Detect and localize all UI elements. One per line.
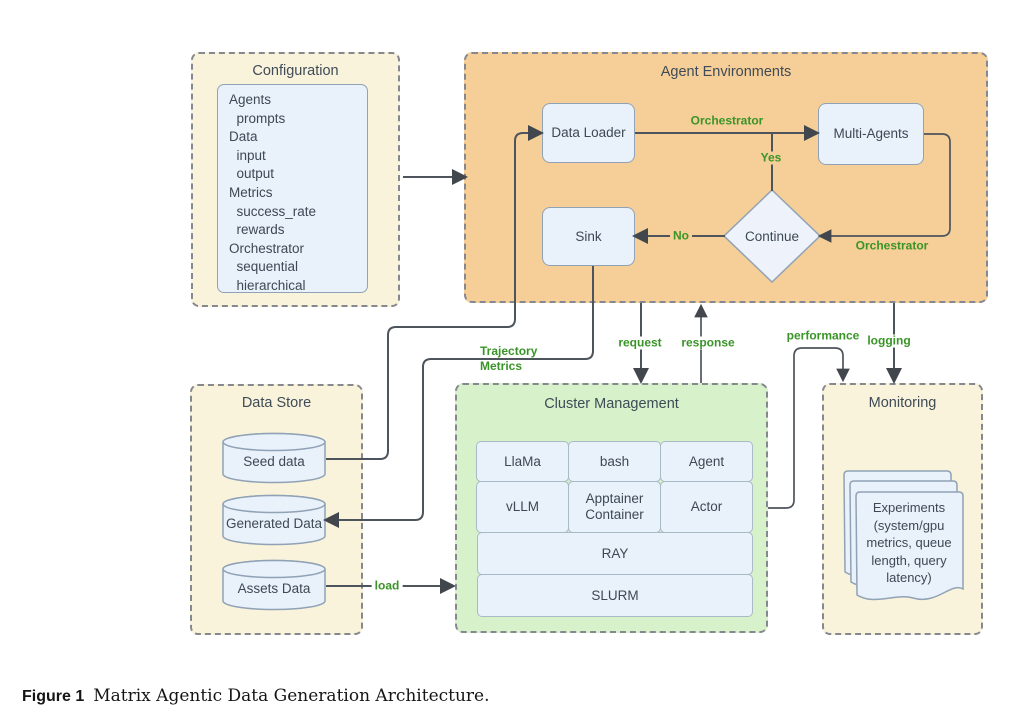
assets-data-cylinder [222,559,326,611]
seed-data-label: Seed data [243,454,305,470]
configuration-list-item: hierarchical [229,277,306,293]
configuration-list-item: input [229,147,266,163]
edge-label-trajectory: Trajectory [480,344,538,358]
configuration-list-item: prompts [229,110,286,126]
edge-label-load: load [372,580,403,593]
edge-label-response: response [678,337,737,350]
configuration-list-item: Data [229,129,258,145]
cluster-cell: bash [568,441,661,482]
configuration-list-item: output [229,166,275,182]
agent-environments-title: Agent Environments [660,64,792,80]
cluster-cell: Apptainer Container [568,481,661,533]
configuration-title: Configuration [252,63,339,79]
edge-label-orchestrator-right: Orchestrator [853,240,932,253]
seed-data-cylinder [222,432,326,484]
edge-label-metrics: Metrics [480,359,523,373]
ray-cell: RAY [477,532,753,575]
cluster-cell: LlaMa [476,441,569,482]
assets-data-label: Assets Data [237,581,311,597]
continue-label: Continue [744,228,800,244]
edge-label-no: No [670,230,692,243]
multi-agents-node: Multi-Agents [818,103,924,165]
edge-label-request: request [615,337,664,350]
slurm-cell: SLURM [477,574,753,617]
data-loader-node: Data Loader [542,103,635,163]
edge-label-yes: Yes [758,152,785,165]
figure-caption-label: Figure 1 [22,688,85,705]
configuration-list-item: Metrics [229,184,273,200]
cluster-cell: vLLM [476,481,569,533]
edge-label-logging: logging [864,335,913,348]
edge-label-performance: performance [784,330,863,343]
configuration-list-item: Agents [229,92,272,107]
cluster-grid [477,441,753,533]
generated-data-cylinder [222,494,326,546]
cluster-cell: Actor [660,481,753,533]
configuration-list [217,84,368,293]
cluster-management-title: Cluster Management [544,396,679,412]
experiments-document-text: Experiments (system/gpu metrics, queue length, query latency) [866,500,952,585]
configuration-list-item: success_rate [229,203,317,219]
figure-caption-text: Matrix Agentic Data Generation Architecture. [93,686,490,706]
monitoring-title: Monitoring [868,395,937,411]
figure-caption [22,686,490,706]
cluster-grid-row2 [477,482,753,533]
cluster-grid-row1 [477,441,753,482]
edge-label-orchestrator-top: Orchestrator [688,115,767,128]
cluster-cell: Agent [660,441,753,482]
configuration-list-item: sequential [229,259,299,275]
configuration-list-item: Orchestrator [229,240,305,256]
continue-decision-node [723,189,821,283]
generated-data-label: Generated Data [225,516,323,532]
sink-node: Sink [542,207,635,266]
configuration-list-item: rewards [229,222,285,238]
data-store-title: Data Store [241,395,312,411]
